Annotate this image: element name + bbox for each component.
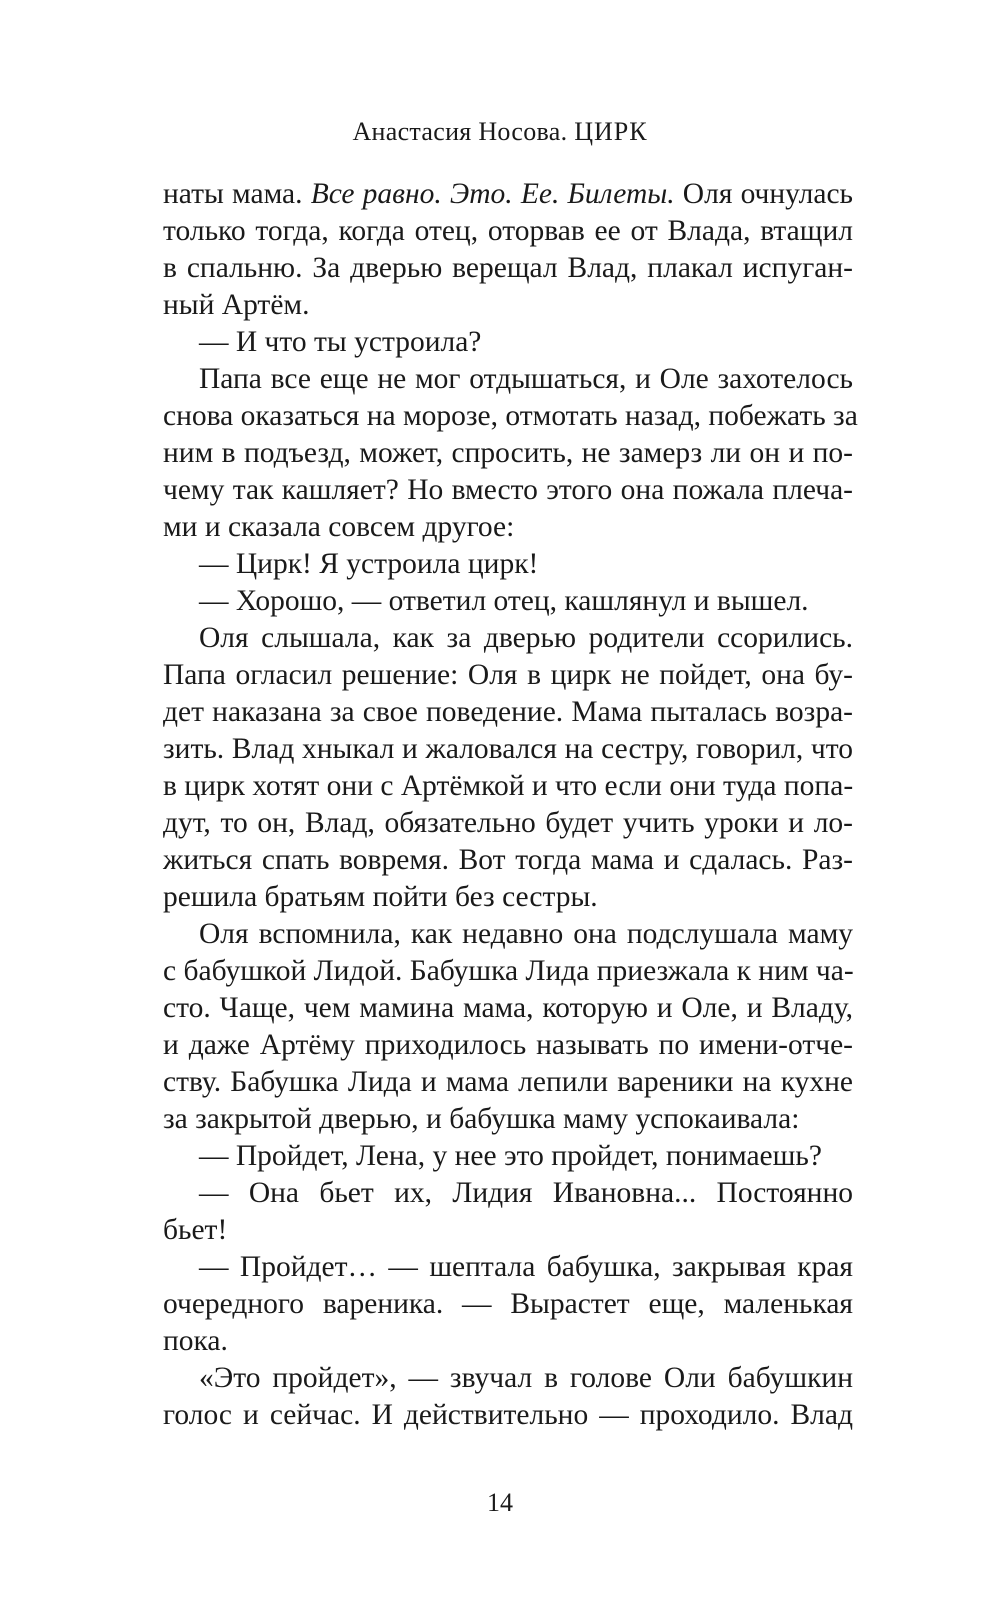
page-number: 14 [487, 1488, 513, 1517]
dialogue-line: — Пройдет… — шептала бабушка, закрывая края [199, 1251, 853, 1283]
text-line: Оля слышала, как за дверью родители ссорились. [199, 622, 853, 654]
text-line: ним в подъезд, может, спросить, не замерз ли он и по- [163, 437, 853, 469]
text-line: дет наказана за свое поведение. Мама пыталась возра- [163, 696, 853, 728]
running-head-title: ЦИРК [574, 117, 648, 146]
text-line: ный Артём. [163, 289, 310, 321]
text-line: зить. Влад хныкал и жаловался на сестру, говорил, что [163, 733, 853, 765]
text-line: бьет! [163, 1214, 228, 1246]
text-line: голос и сейчас. И действительно — проходило. Влад [163, 1399, 853, 1431]
text-line: в спальню. За дверью верещал Влад, плакал испуган- [163, 252, 853, 284]
text-line: чему так кашляет? Но вместо этого она пожала плеча- [163, 474, 853, 506]
text-line: дут, то он, Влад, обязательно будет учить уроки и ло- [163, 807, 853, 839]
text-line: ству. Бабушка Лида и мама лепили вареники на кухне [163, 1066, 853, 1098]
text-line: житься спать вовремя. Вот тогда мама и сдалась. Раз- [163, 844, 853, 876]
text-line: сто. Чаще, чем мамина мама, которую и Оле, и Владу, [163, 992, 853, 1024]
text-line: «Это пройдет», — звучал в голове Оли бабушкин [199, 1362, 853, 1394]
italic-phrase: Все равно. Это. Ее. Билеты. [310, 178, 675, 210]
running-head [0, 117, 1000, 147]
text-line: и даже Артёму приходилось называть по имени-отче- [163, 1029, 853, 1061]
text-line: снова оказаться на морозе, отмотать назад, побежать за [163, 400, 858, 432]
text-line: с бабушкой Лидой. Бабушка Лида приезжала к ним ча- [163, 955, 854, 987]
text-line: в цирк хотят они с Артёмкой и что если они туда попа- [163, 770, 854, 802]
text-line: очередного вареника. — Вырастет еще, маленькая [163, 1288, 853, 1320]
text-line: Папа огласил решение: Оля в цирк не пойдет, она бу- [163, 659, 853, 691]
dialogue-line: — И что ты устроила? [199, 326, 482, 358]
dialogue-line: — Она бьет их, Лидия Ивановна... Постоянно [199, 1177, 853, 1209]
dialogue-line: — Хорошо, — ответил отец, кашлянул и вышел. [199, 585, 809, 617]
text-line: за закрытой дверью, и бабушка маму успокаивала: [163, 1103, 800, 1135]
text-line: Папа все еще не мог отдышаться, и Оле захотелось [199, 363, 853, 395]
body-text [163, 176, 858, 1434]
text-line: только тогда, когда отец, оторвав ее от Влада, втащил [163, 215, 853, 247]
text-line: пока. [163, 1325, 228, 1357]
text-line: наты мама. Все равно. Это. Ее. Билеты. Оля очнулась [163, 178, 853, 210]
dialogue-line: — Пройдет, Лена, у нее это пройдет, понимаешь? [199, 1140, 822, 1172]
running-head-author: Анастасия Носова. [352, 117, 568, 146]
dialogue-line: — Цирк! Я устроила цирк! [199, 548, 539, 580]
text-line: ми и сказала совсем другое: [163, 511, 515, 543]
text-line: Оля вспомнила, как недавно она подслушала маму [199, 918, 853, 950]
text-line: решила братьям пойти без сестры. [163, 881, 598, 913]
